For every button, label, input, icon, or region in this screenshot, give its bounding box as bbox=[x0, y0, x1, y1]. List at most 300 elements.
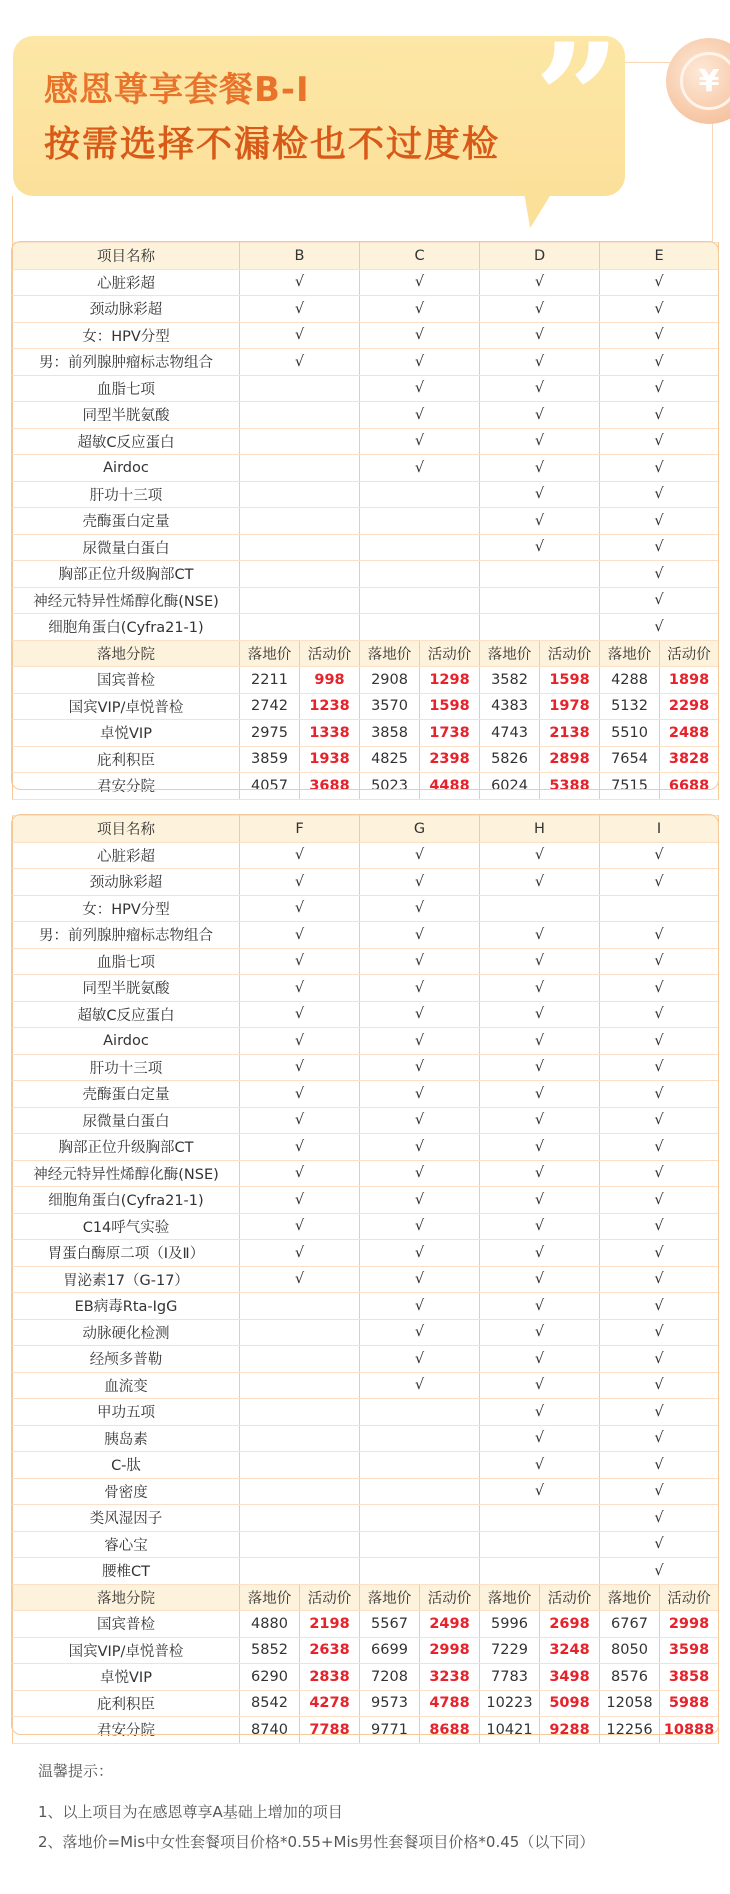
check-mark-icon: √ bbox=[480, 1319, 600, 1346]
check-mark-icon bbox=[240, 1319, 360, 1346]
base-price: 10223 bbox=[480, 1690, 540, 1717]
check-mark-icon: √ bbox=[480, 1478, 600, 1505]
item-name: 胸部正位升级胸部CT bbox=[13, 561, 240, 588]
check-mark-icon bbox=[240, 587, 360, 614]
base-price: 5852 bbox=[240, 1637, 300, 1664]
column-header-item: 项目名称 bbox=[13, 243, 240, 270]
item-name: 男：前列腺肿瘤标志物组合 bbox=[13, 922, 240, 949]
check-mark-icon bbox=[360, 1478, 480, 1505]
check-mark-icon: √ bbox=[240, 895, 360, 922]
item-name: Airdoc bbox=[13, 1028, 240, 1055]
item-name: 类风湿因子 bbox=[13, 1505, 240, 1532]
check-mark-icon: √ bbox=[480, 296, 600, 323]
promo-price: 8688 bbox=[420, 1717, 480, 1744]
check-mark-icon: √ bbox=[240, 1054, 360, 1081]
column-header-promo-price: 活动价 bbox=[420, 1584, 480, 1611]
branch-name: 庇利积臣 bbox=[13, 746, 240, 773]
item-name: 睿心宝 bbox=[13, 1531, 240, 1558]
item-name: 胰岛素 bbox=[13, 1425, 240, 1452]
check-mark-icon bbox=[480, 561, 600, 588]
package-table-b-e bbox=[12, 242, 718, 800]
check-mark-icon: √ bbox=[240, 1028, 360, 1055]
branch-name: 国宾普检 bbox=[13, 667, 240, 694]
check-mark-icon: √ bbox=[240, 842, 360, 869]
package-table-f-i bbox=[12, 815, 718, 1744]
price-row bbox=[13, 1690, 719, 1717]
promo-price: 4488 bbox=[420, 773, 480, 800]
check-mark-icon bbox=[240, 1558, 360, 1585]
table-row bbox=[13, 948, 719, 975]
base-price: 5996 bbox=[480, 1611, 540, 1638]
table-row bbox=[13, 1531, 719, 1558]
check-mark-icon: √ bbox=[600, 481, 719, 508]
page-subtitle: 按需选择不漏检也不过度检 bbox=[44, 124, 501, 165]
item-name: 男：前列腺肿瘤标志物组合 bbox=[13, 349, 240, 376]
item-name: 心脏彩超 bbox=[13, 842, 240, 869]
base-price: 12256 bbox=[600, 1717, 660, 1744]
check-mark-icon bbox=[240, 1505, 360, 1532]
check-mark-icon: √ bbox=[480, 1452, 600, 1479]
base-price: 5510 bbox=[600, 720, 660, 747]
base-price: 3858 bbox=[360, 720, 420, 747]
column-header-package: B bbox=[240, 243, 360, 270]
base-price: 3582 bbox=[480, 667, 540, 694]
item-name: 心脏彩超 bbox=[13, 269, 240, 296]
base-price: 2908 bbox=[360, 667, 420, 694]
item-name: 血流变 bbox=[13, 1372, 240, 1399]
promo-price: 3858 bbox=[660, 1664, 719, 1691]
check-mark-icon: √ bbox=[480, 269, 600, 296]
quote-icon: ” bbox=[534, 11, 621, 187]
check-mark-icon: √ bbox=[360, 869, 480, 896]
base-price: 8050 bbox=[600, 1637, 660, 1664]
check-mark-icon: √ bbox=[240, 349, 360, 376]
check-mark-icon: √ bbox=[360, 975, 480, 1002]
check-mark-icon: √ bbox=[240, 869, 360, 896]
check-mark-icon: √ bbox=[360, 1107, 480, 1134]
table-row bbox=[13, 1028, 719, 1055]
price-row bbox=[13, 1717, 719, 1744]
base-price: 5826 bbox=[480, 746, 540, 773]
check-mark-icon bbox=[600, 895, 719, 922]
check-mark-icon bbox=[240, 534, 360, 561]
column-header-promo-price: 活动价 bbox=[540, 640, 600, 667]
check-mark-icon: √ bbox=[480, 375, 600, 402]
table-row bbox=[13, 1505, 719, 1532]
base-price: 4825 bbox=[360, 746, 420, 773]
check-mark-icon: √ bbox=[600, 349, 719, 376]
column-header-base-price: 落地价 bbox=[240, 1584, 300, 1611]
price-row bbox=[13, 693, 719, 720]
check-mark-icon bbox=[360, 1425, 480, 1452]
check-mark-icon: √ bbox=[480, 1134, 600, 1161]
check-mark-icon: √ bbox=[360, 1266, 480, 1293]
base-price: 8576 bbox=[600, 1664, 660, 1691]
promo-price: 1978 bbox=[540, 693, 600, 720]
check-mark-icon: √ bbox=[360, 1054, 480, 1081]
item-name: 同型半胱氨酸 bbox=[13, 975, 240, 1002]
check-mark-icon: √ bbox=[360, 269, 480, 296]
check-mark-icon: √ bbox=[240, 1160, 360, 1187]
table-row bbox=[13, 1558, 719, 1585]
promo-price: 5388 bbox=[540, 773, 600, 800]
promo-price: 998 bbox=[300, 667, 360, 694]
check-mark-icon: √ bbox=[600, 1107, 719, 1134]
check-mark-icon: √ bbox=[480, 1187, 600, 1214]
check-mark-icon: √ bbox=[360, 1001, 480, 1028]
item-name: 神经元特异性烯醇化酶(NSE) bbox=[13, 587, 240, 614]
item-name: 神经元特异性烯醇化酶(NSE) bbox=[13, 1160, 240, 1187]
check-mark-icon: √ bbox=[240, 1213, 360, 1240]
base-price: 7208 bbox=[360, 1664, 420, 1691]
check-mark-icon: √ bbox=[360, 402, 480, 429]
promo-price: 5098 bbox=[540, 1690, 600, 1717]
promo-price: 1938 bbox=[300, 746, 360, 773]
check-mark-icon: √ bbox=[480, 1001, 600, 1028]
check-mark-icon bbox=[240, 375, 360, 402]
table-row bbox=[13, 1187, 719, 1214]
note-item: 2、落地价=Mis中女性套餐项目价格*0.55+Mis男性套餐项目价格*0.45（以下同） bbox=[38, 1833, 595, 1851]
base-price: 7229 bbox=[480, 1637, 540, 1664]
check-mark-icon: √ bbox=[600, 428, 719, 455]
promo-price: 2498 bbox=[420, 1611, 480, 1638]
promo-price: 2838 bbox=[300, 1664, 360, 1691]
table-row bbox=[13, 614, 719, 641]
promo-price: 1738 bbox=[420, 720, 480, 747]
check-mark-icon bbox=[480, 1531, 600, 1558]
check-mark-icon: √ bbox=[360, 1319, 480, 1346]
check-mark-icon: √ bbox=[240, 1107, 360, 1134]
check-mark-icon bbox=[480, 1505, 600, 1532]
check-mark-icon: √ bbox=[480, 1399, 600, 1426]
promo-price: 2198 bbox=[300, 1611, 360, 1638]
check-mark-icon bbox=[240, 561, 360, 588]
promo-price: 4278 bbox=[300, 1690, 360, 1717]
table-row bbox=[13, 895, 719, 922]
check-mark-icon bbox=[360, 1558, 480, 1585]
base-price: 4057 bbox=[240, 773, 300, 800]
check-mark-icon: √ bbox=[600, 1558, 719, 1585]
table-row bbox=[13, 534, 719, 561]
promo-price: 2698 bbox=[540, 1611, 600, 1638]
table-row bbox=[13, 1266, 719, 1293]
item-name: 骨密度 bbox=[13, 1478, 240, 1505]
promo-price: 3828 bbox=[660, 746, 719, 773]
check-mark-icon: √ bbox=[480, 1160, 600, 1187]
check-mark-icon: √ bbox=[600, 1346, 719, 1373]
table-row bbox=[13, 1425, 719, 1452]
check-mark-icon: √ bbox=[480, 322, 600, 349]
promo-price: 2998 bbox=[420, 1637, 480, 1664]
check-mark-icon: √ bbox=[600, 1054, 719, 1081]
column-header-package: C bbox=[360, 243, 480, 270]
check-mark-icon: √ bbox=[600, 1160, 719, 1187]
column-header-package: D bbox=[480, 243, 600, 270]
column-header-base-price: 落地价 bbox=[360, 1584, 420, 1611]
check-mark-icon: √ bbox=[600, 1213, 719, 1240]
column-header-promo-price: 活动价 bbox=[660, 640, 719, 667]
table-row bbox=[13, 587, 719, 614]
column-header-base-price: 落地价 bbox=[360, 640, 420, 667]
column-header-promo-price: 活动价 bbox=[300, 640, 360, 667]
check-mark-icon bbox=[240, 1425, 360, 1452]
table-row bbox=[13, 375, 719, 402]
base-price: 6767 bbox=[600, 1611, 660, 1638]
promo-price: 1898 bbox=[660, 667, 719, 694]
check-mark-icon: √ bbox=[360, 428, 480, 455]
check-mark-icon: √ bbox=[600, 1187, 719, 1214]
check-mark-icon: √ bbox=[600, 1531, 719, 1558]
check-mark-icon: √ bbox=[360, 375, 480, 402]
table-row bbox=[13, 1452, 719, 1479]
price-row bbox=[13, 1637, 719, 1664]
check-mark-icon: √ bbox=[480, 1372, 600, 1399]
table-row bbox=[13, 1160, 719, 1187]
frame-line bbox=[12, 196, 13, 242]
check-mark-icon bbox=[360, 534, 480, 561]
table-row bbox=[13, 1346, 719, 1373]
check-mark-icon: √ bbox=[480, 1240, 600, 1267]
check-mark-icon: √ bbox=[600, 1001, 719, 1028]
check-mark-icon: √ bbox=[360, 1081, 480, 1108]
base-price: 2211 bbox=[240, 667, 300, 694]
branch-name: 君安分院 bbox=[13, 773, 240, 800]
check-mark-icon: √ bbox=[480, 1213, 600, 1240]
item-name: 超敏C反应蛋白 bbox=[13, 1001, 240, 1028]
base-price: 10421 bbox=[480, 1717, 540, 1744]
page-title: 感恩尊享套餐B-I bbox=[44, 70, 310, 110]
check-mark-icon bbox=[240, 1293, 360, 1320]
check-mark-icon: √ bbox=[600, 975, 719, 1002]
price-header-row bbox=[13, 640, 719, 667]
check-mark-icon bbox=[240, 508, 360, 535]
check-mark-icon: √ bbox=[480, 508, 600, 535]
check-mark-icon: √ bbox=[600, 1372, 719, 1399]
check-mark-icon: √ bbox=[240, 1240, 360, 1267]
item-name: 细胞角蛋白(Cyfra21-1) bbox=[13, 614, 240, 641]
check-mark-icon: √ bbox=[480, 922, 600, 949]
column-header-promo-price: 活动价 bbox=[660, 1584, 719, 1611]
promo-price: 1598 bbox=[540, 667, 600, 694]
table-row bbox=[13, 349, 719, 376]
check-mark-icon: √ bbox=[600, 1266, 719, 1293]
column-header-base-price: 落地价 bbox=[600, 640, 660, 667]
item-name: 甲功五项 bbox=[13, 1399, 240, 1426]
promo-price: 1338 bbox=[300, 720, 360, 747]
check-mark-icon bbox=[240, 614, 360, 641]
table-row bbox=[13, 402, 719, 429]
table-row bbox=[13, 561, 719, 588]
check-mark-icon: √ bbox=[360, 349, 480, 376]
base-price: 12058 bbox=[600, 1690, 660, 1717]
promo-price: 2488 bbox=[660, 720, 719, 747]
check-mark-icon bbox=[360, 1505, 480, 1532]
check-mark-icon: √ bbox=[480, 1293, 600, 1320]
item-name: 腰椎CT bbox=[13, 1558, 240, 1585]
check-mark-icon: √ bbox=[360, 1187, 480, 1214]
table-row bbox=[13, 869, 719, 896]
item-name: 尿微量白蛋白 bbox=[13, 534, 240, 561]
item-name: EB病毒Rta-IgG bbox=[13, 1293, 240, 1320]
check-mark-icon: √ bbox=[600, 269, 719, 296]
check-mark-icon bbox=[240, 1399, 360, 1426]
promo-price: 6688 bbox=[660, 773, 719, 800]
check-mark-icon: √ bbox=[480, 428, 600, 455]
check-mark-icon: √ bbox=[600, 1028, 719, 1055]
table-row bbox=[13, 296, 719, 323]
base-price: 2742 bbox=[240, 693, 300, 720]
check-mark-icon: √ bbox=[600, 322, 719, 349]
item-name: 胃蛋白酶原二项（Ⅰ及Ⅱ） bbox=[13, 1240, 240, 1267]
check-mark-icon: √ bbox=[360, 842, 480, 869]
item-name: Airdoc bbox=[13, 455, 240, 482]
item-name: 颈动脉彩超 bbox=[13, 869, 240, 896]
check-mark-icon: √ bbox=[480, 1054, 600, 1081]
price-row bbox=[13, 773, 719, 800]
promo-price: 3688 bbox=[300, 773, 360, 800]
note-item: 1、以上项目为在感恩尊享A基础上增加的项目 bbox=[38, 1803, 343, 1821]
branch-name: 国宾VIP/卓悦普检 bbox=[13, 1637, 240, 1664]
check-mark-icon: √ bbox=[480, 1346, 600, 1373]
check-mark-icon: √ bbox=[600, 534, 719, 561]
base-price: 6024 bbox=[480, 773, 540, 800]
check-mark-icon: √ bbox=[480, 534, 600, 561]
base-price: 7654 bbox=[600, 746, 660, 773]
promo-price: 3598 bbox=[660, 1637, 719, 1664]
base-price: 3859 bbox=[240, 746, 300, 773]
item-name: 壳酶蛋白定量 bbox=[13, 508, 240, 535]
item-name: 女：HPV分型 bbox=[13, 322, 240, 349]
check-mark-icon: √ bbox=[360, 455, 480, 482]
promo-price: 2638 bbox=[300, 1637, 360, 1664]
check-mark-icon: √ bbox=[360, 1372, 480, 1399]
check-mark-icon bbox=[480, 587, 600, 614]
base-price: 8542 bbox=[240, 1690, 300, 1717]
branch-name: 卓悦VIP bbox=[13, 1664, 240, 1691]
check-mark-icon bbox=[240, 455, 360, 482]
promo-price: 7788 bbox=[300, 1717, 360, 1744]
check-mark-icon: √ bbox=[600, 402, 719, 429]
item-name: 经颅多普勒 bbox=[13, 1346, 240, 1373]
check-mark-icon: √ bbox=[600, 948, 719, 975]
table-row bbox=[13, 975, 719, 1002]
check-mark-icon: √ bbox=[360, 1293, 480, 1320]
package-table bbox=[12, 815, 719, 1744]
table-row bbox=[13, 842, 719, 869]
column-header-package: G bbox=[360, 816, 480, 843]
base-price: 8740 bbox=[240, 1717, 300, 1744]
promo-price: 1298 bbox=[420, 667, 480, 694]
check-mark-icon: √ bbox=[600, 1293, 719, 1320]
check-mark-icon bbox=[360, 508, 480, 535]
column-header-package: H bbox=[480, 816, 600, 843]
check-mark-icon: √ bbox=[240, 296, 360, 323]
notes-title: 温馨提示： bbox=[38, 1762, 114, 1780]
check-mark-icon: √ bbox=[600, 1134, 719, 1161]
price-row bbox=[13, 1664, 719, 1691]
check-mark-icon bbox=[360, 481, 480, 508]
base-price: 7515 bbox=[600, 773, 660, 800]
item-name: 壳酶蛋白定量 bbox=[13, 1081, 240, 1108]
column-header-base-price: 落地价 bbox=[600, 1584, 660, 1611]
check-mark-icon: √ bbox=[600, 869, 719, 896]
column-header-branch: 落地分院 bbox=[13, 1584, 240, 1611]
check-mark-icon: √ bbox=[600, 842, 719, 869]
check-mark-icon: √ bbox=[480, 402, 600, 429]
table-row bbox=[13, 1213, 719, 1240]
table-row bbox=[13, 1240, 719, 1267]
table-row bbox=[13, 455, 719, 482]
branch-name: 君安分院 bbox=[13, 1717, 240, 1744]
promo-price: 2138 bbox=[540, 720, 600, 747]
base-price: 9771 bbox=[360, 1717, 420, 1744]
check-mark-icon: √ bbox=[240, 1081, 360, 1108]
base-price: 9573 bbox=[360, 1690, 420, 1717]
check-mark-icon: √ bbox=[600, 1478, 719, 1505]
column-header-base-price: 落地价 bbox=[240, 640, 300, 667]
check-mark-icon: √ bbox=[360, 296, 480, 323]
check-mark-icon: √ bbox=[240, 922, 360, 949]
notes-section bbox=[38, 1760, 718, 1861]
base-price: 5132 bbox=[600, 693, 660, 720]
table-row bbox=[13, 1081, 719, 1108]
promo-price: 4788 bbox=[420, 1690, 480, 1717]
package-table bbox=[12, 242, 719, 800]
item-name: 细胞角蛋白(Cyfra21-1) bbox=[13, 1187, 240, 1214]
check-mark-icon: √ bbox=[480, 1028, 600, 1055]
table-row bbox=[13, 1054, 719, 1081]
column-header-item: 项目名称 bbox=[13, 816, 240, 843]
table-row bbox=[13, 1107, 719, 1134]
check-mark-icon: √ bbox=[360, 1134, 480, 1161]
price-row bbox=[13, 720, 719, 747]
item-name: C-肽 bbox=[13, 1452, 240, 1479]
item-name: 颈动脉彩超 bbox=[13, 296, 240, 323]
column-header-promo-price: 活动价 bbox=[420, 640, 480, 667]
promo-price: 5988 bbox=[660, 1690, 719, 1717]
check-mark-icon: √ bbox=[240, 1187, 360, 1214]
check-mark-icon: √ bbox=[600, 1505, 719, 1532]
promo-price: 3248 bbox=[540, 1637, 600, 1664]
base-price: 3570 bbox=[360, 693, 420, 720]
column-header-package: F bbox=[240, 816, 360, 843]
check-mark-icon: √ bbox=[600, 1425, 719, 1452]
column-header-base-price: 落地价 bbox=[480, 640, 540, 667]
check-mark-icon: √ bbox=[600, 1319, 719, 1346]
check-mark-icon: √ bbox=[600, 1399, 719, 1426]
check-mark-icon bbox=[480, 1558, 600, 1585]
check-mark-icon: √ bbox=[600, 1240, 719, 1267]
check-mark-icon: √ bbox=[240, 1001, 360, 1028]
coin-icon bbox=[666, 38, 730, 124]
check-mark-icon bbox=[240, 481, 360, 508]
table-header-row bbox=[13, 243, 719, 270]
check-mark-icon: √ bbox=[240, 1266, 360, 1293]
check-mark-icon bbox=[360, 1452, 480, 1479]
table-row bbox=[13, 1134, 719, 1161]
base-price: 4743 bbox=[480, 720, 540, 747]
price-row bbox=[13, 1611, 719, 1638]
item-name: 肝功十三项 bbox=[13, 481, 240, 508]
table-row bbox=[13, 322, 719, 349]
item-name: 同型半胱氨酸 bbox=[13, 402, 240, 429]
check-mark-icon: √ bbox=[360, 322, 480, 349]
check-mark-icon: √ bbox=[360, 895, 480, 922]
check-mark-icon: √ bbox=[480, 869, 600, 896]
check-mark-icon: √ bbox=[600, 455, 719, 482]
check-mark-icon: √ bbox=[480, 975, 600, 1002]
branch-name: 卓悦VIP bbox=[13, 720, 240, 747]
